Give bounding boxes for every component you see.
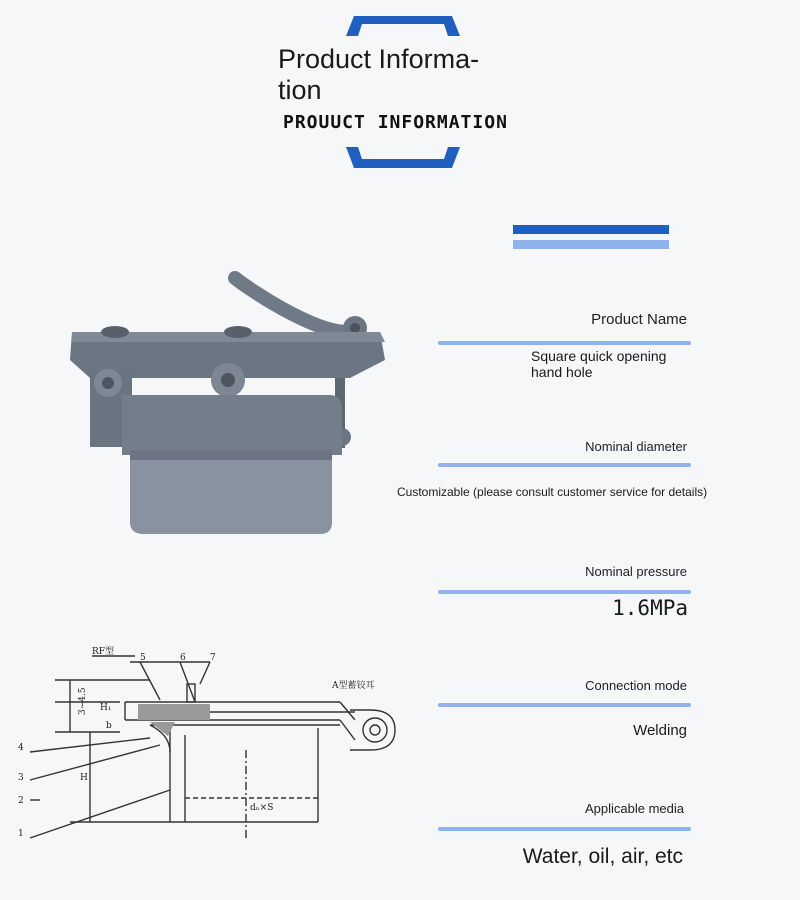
product-image (60, 260, 400, 545)
applicable-media-value: Water, oil, air, etc (522, 845, 683, 868)
accent-bar-light (513, 240, 669, 249)
nominal-diameter-value: Customizable (please consult customer service for details) (397, 485, 708, 499)
part-5: 5 (140, 653, 146, 663)
connection-mode-label: Connection mode (585, 678, 687, 693)
part-7: 7 (210, 653, 216, 663)
nominal-pressure-value: 1.6MPa (612, 596, 688, 620)
type-label: A型蓄铰耳 (332, 681, 375, 691)
product-name-value: Square quick opening hand hole (531, 348, 667, 380)
part-4: 4 (18, 743, 24, 753)
lever-handle (235, 278, 345, 332)
product-name-label: Product Name (591, 311, 687, 328)
product-name-underline (438, 341, 691, 345)
nominal-diameter-underline (438, 463, 691, 467)
hand-hole-body (130, 450, 332, 534)
part-1: 1 (18, 829, 24, 839)
header-frame-top (346, 16, 460, 36)
nominal-diameter-label: Nominal diameter (585, 439, 687, 454)
accent-bar-dark (513, 225, 669, 234)
page-title: Product Informa-tion (278, 44, 480, 105)
part-2: 2 (18, 796, 24, 806)
dim-dn: dₙ×S (250, 803, 274, 813)
dim-h: H (80, 773, 88, 783)
applicable-media-label: Applicable media (584, 801, 684, 816)
rf-label: RF型 (92, 647, 115, 657)
connection-mode-underline (438, 703, 691, 707)
header-frame-bottom (346, 147, 460, 168)
cover-lid (122, 395, 342, 455)
page-subtitle: PROUUCT INFORMATION (283, 112, 508, 133)
part-6: 6 (180, 653, 186, 663)
connection-mode-value: Welding (633, 722, 687, 739)
part-3: 3 (18, 773, 24, 783)
dim-h1: H₁ (100, 703, 112, 713)
dim-top: 3~4.5 (78, 687, 88, 715)
nominal-pressure-label: Nominal pressure (585, 564, 687, 579)
nominal-pressure-underline (438, 590, 691, 594)
dim-b: b (106, 721, 112, 731)
technical-drawing (10, 640, 425, 850)
applicable-media-underline (438, 827, 691, 831)
